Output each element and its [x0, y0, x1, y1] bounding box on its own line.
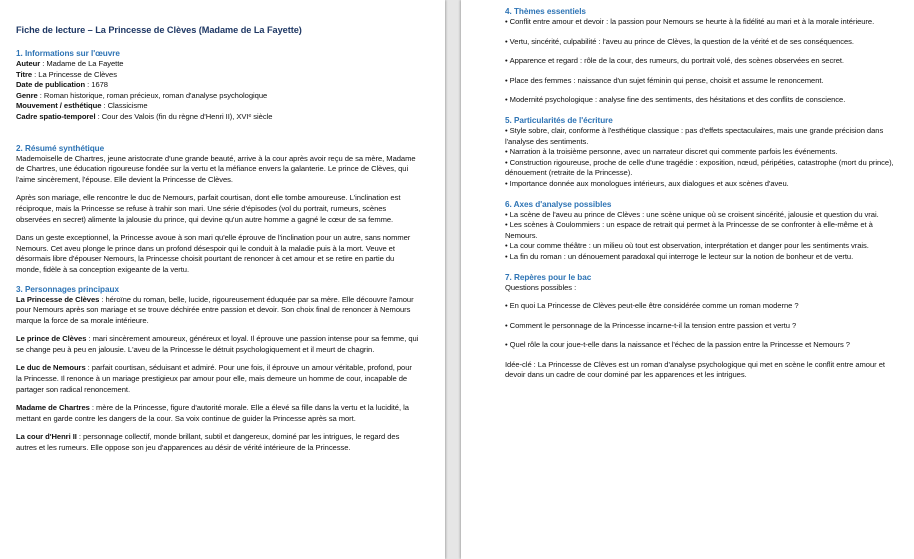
character-entry	[16, 363, 419, 395]
info-row-title: Titre : La Princesse de Clèves	[16, 69, 117, 79]
key-idea: Idée-clé : La Princesse de Clèves est un roman d'analyse psychologique qui met en scène le conflit entre amour et devoir dans un cadre de cour dominé par les apparences et les intrigues.	[505, 359, 885, 380]
section-heading-writing: 5. Particularités de l'écriture	[505, 115, 613, 125]
writing-item: • Importance donnée aux monologues intérieurs, aux dialogues et aux scènes d'aveu.	[505, 179, 900, 190]
character-description: : personnage collectif, monde brillant, subtil et dangereux, dominé par les intrigues, le regard des autres et les rumeurs. Elle oppose son jeu d'apparences au désir de vérité intérieure de la Princesse.	[16, 432, 400, 453]
bac-question: • En quoi La Princesse de Clèves peut-elle être considérée comme un roman moderne ?	[505, 301, 900, 312]
info-row-author: Auteur : Madame de La Fayette	[16, 59, 124, 68]
info-label: Auteur	[16, 59, 41, 68]
character-name: La Princesse de Clèves	[16, 294, 100, 304]
section-heading-info: 1. Informations sur l'œuvre	[16, 49, 120, 58]
axis-item: • Les scènes à Coulommiers : un espace de retrait qui permet à la Princesse de se confronter à elle-même et à Nemours.	[505, 220, 900, 241]
info-value: Roman historique, roman précieux, roman d'analyse psychologique	[43, 90, 268, 100]
info-row-genre: Genre : Roman historique, roman précieux, roman d'analyse psychologique	[16, 90, 268, 100]
info-value: La Princesse de Clèves	[38, 69, 117, 79]
bac-intro: Questions possibles :	[505, 282, 577, 292]
resume-paragraph: Après son mariage, elle rencontre le duc de Nemours, parfait courtisan, dont elle tombe amoureuse. L'inclination est réciproque, mais la Princesse se refuse à trahir son mari. Une série d'épisodes (vol du portrait, rumeurs, scènes observées en secret) alimente la jalousie du prince, qui devine qu'un autre homme a gagné le cœur de sa femme.	[16, 193, 401, 224]
character-name: Madame de Chartres	[16, 403, 90, 413]
section-heading-resume: 2. Résumé synthétique	[16, 143, 105, 153]
section-heading-axes: 6. Axes d'analyse possibles	[505, 199, 612, 209]
theme-item: • Conflit entre amour et devoir : la passion pour Nemours se heurte à la fidélité au mari et à la morale intérieure.	[505, 17, 900, 28]
info-label: Mouvement / esthétique	[16, 101, 102, 111]
info-value: 1678	[91, 80, 108, 90]
theme-item: • Apparence et regard : rôle de la cour, des rumeurs, du portrait volé, des scènes observées en secret.	[505, 56, 900, 67]
character-description: : parfait courtisan, séduisant et admiré. Pour une fois, il éprouve un amour véritable, profond, pour la Princesse. Il renonce à un mariage prestigieux par amour pour elle, mais demeure un homme de cour, incapable de partager son radical renoncement.	[16, 363, 412, 394]
info-value: Classicisme	[107, 101, 148, 111]
axis-item: • La cour comme théâtre : un milieu où tout est observation, interprétation et danger pour les sentiments vrais.	[505, 241, 900, 252]
character-entry	[16, 334, 419, 355]
axis-item: • La fin du roman : un dénouement paradoxal qui interroge le lecteur sur la notion de bonheur et de vertu.	[505, 252, 900, 263]
theme-item: • Vertu, sincérité, culpabilité : l'aveu au prince de Clèves, la question de la vérité et de ses conséquences.	[505, 37, 900, 48]
resume-paragraph: Mademoiselle de Chartres, jeune aristocrate d'une grande beauté, arrive à la cour après avoir reçu de sa mère, Madame de Chartres, une éducation rigoureuse fondée sur la vertu et la méfiance envers la galanterie. Le prince de Clèves, qui l'aime sincèrement, l'épouse. Elle devient la Princesse de Clèves.	[16, 153, 416, 184]
info-row-movement: Mouvement / esthétique : Classicisme	[16, 101, 148, 111]
writing-item: • Narration à la troisième personne, avec un narrateur discret qui commente parfois les événements.	[505, 147, 900, 158]
character-name: Le duc de Nemours	[16, 363, 86, 373]
info-row-date: Date de publication : 1678	[16, 80, 108, 90]
character-entry	[16, 295, 419, 327]
character-name: La cour d'Henri II	[16, 432, 77, 442]
info-value: Cour des Valois (fin du règne d'Henri II), XVIᵉ siècle	[101, 111, 273, 121]
character-description: : héroïne du roman, belle, lucide, rigoureusement éduquée par sa mère. Elle découvre l'amour pour Nemours après son mariage et se trouve déchirée entre passion et devoir. Son choix final de renoncer à Nemours marque la force de sa morale intérieure.	[16, 294, 414, 325]
info-value: Madame de La Fayette	[46, 59, 124, 68]
writing-item: • Construction rigoureuse, proche de celle d'une tragédie : exposition, nœud, péripéties, catastrophe (mort du prince), dénouement (retraite de la Princesse).	[505, 158, 900, 179]
bac-question: • Quel rôle la cour joue-t-elle dans la naissance et l'échec de la passion entre la Princesse et Nemours ?	[505, 340, 900, 351]
writing-item: • Style sobre, clair, conforme à l'esthétique classique : pas d'effets spectaculaires, mais une grande précision dans l'analyse des sentiments.	[505, 126, 900, 147]
character-description: : mari sincèrement amoureux, généreux et loyal. Il éprouve une passion intense pour sa femme, qui se change peu à peu en jalousie. L'aveu de la Princesse le détruit psychologiquement et il meurt de chagrin.	[16, 334, 419, 354]
character-description: : mère de la Princesse, figure d'autorité morale. Elle a élevé sa fille dans la vertu et la lucidité, la mettant en garde contre les dangers de la cour. Sa voix continue de guider la Princesse après sa mort.	[16, 403, 409, 423]
document-page-right	[461, 0, 914, 559]
info-row-setting: Cadre spatio-temporel : Cour des Valois (fin du règne d'Henri II), XVIᵉ siècle	[16, 111, 273, 121]
document-title: Fiche de lecture – La Princesse de Clèves (Madame de La Fayette)	[16, 25, 302, 35]
theme-item: • Modernité psychologique : analyse fine des sentiments, des hésitations et des conflits de conscience.	[505, 95, 900, 106]
section-heading-characters: 3. Personnages principaux	[16, 284, 119, 294]
theme-item: • Place des femmes : naissance d'un sujet féminin qui pense, choisit et assume le renoncement.	[505, 76, 900, 87]
bac-question: • Comment le personnage de la Princesse incarne-t-il la tension entre passion et vertu ?	[505, 321, 900, 332]
info-label: Date de publication	[16, 80, 86, 90]
info-list	[16, 59, 419, 123]
section-heading-themes: 4. Thèmes essentiels	[505, 7, 586, 16]
section-heading-bac: 7. Repères pour le bac	[505, 272, 592, 282]
info-label: Genre	[16, 90, 38, 100]
document-page-left	[0, 0, 445, 559]
info-label: Cadre spatio-temporel	[16, 111, 96, 121]
character-name: Le prince de Clèves	[16, 334, 87, 344]
resume-paragraph: Dans un geste exceptionnel, la Princesse avoue à son mari qu'elle éprouve de l'inclination pour un autre, sans nommer Nemours. Cet aveu plonge le prince dans un profond désespoir qui le conduit à la maladie puis à la mort. Veuve et désormais libre d'épouser Nemours, la Princesse choisit pourtant de renoncer à cet amour et se retire en partie du monde, fidèle à sa conception exigeante de la vertu.	[16, 233, 411, 274]
info-label: Titre	[16, 69, 33, 79]
character-entry	[16, 403, 419, 424]
character-entry	[16, 432, 419, 453]
axis-item: • La scène de l'aveu au prince de Clèves : une scène unique où se croisent sincérité, jalousie et question du vrai.	[505, 210, 900, 221]
